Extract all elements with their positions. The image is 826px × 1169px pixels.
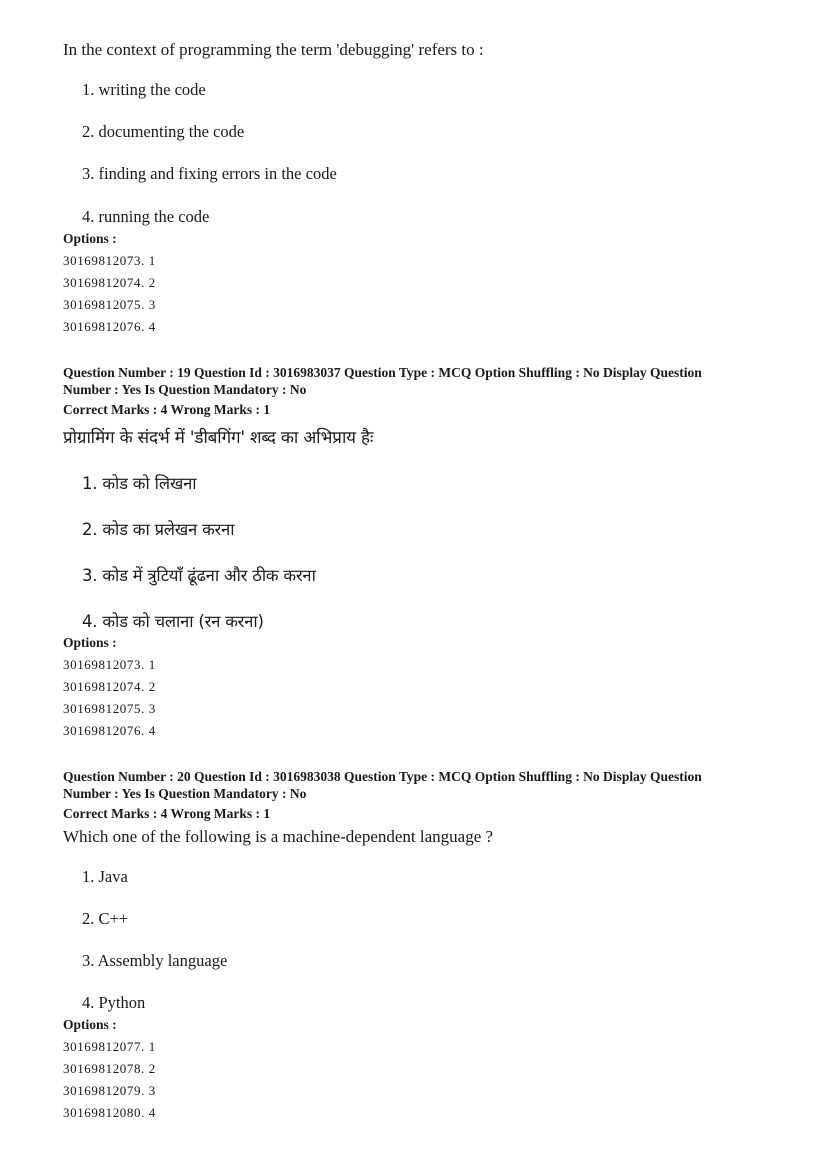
option-id: 30169812073. 1 [63,657,156,672]
option-id: 30169812074. 2 [63,275,156,290]
question-meta-line-2: Number : Yes Is Question Mandatory : No [63,382,307,397]
option-id: 30169812075. 3 [63,297,156,312]
question-meta-line-1: Question Number : 20 Question Id : 3016983038 Question Type : MCQ Option Shuffling : No Display Question [63,769,702,784]
option-id: 30169812075. 3 [63,701,156,716]
options-label: Options : [63,635,117,650]
choice-3: 3. finding and fixing errors in the code [82,164,337,183]
choice-1: 1. कोड को लिखना [82,474,197,493]
option-id: 30169812076. 4 [63,723,156,738]
option-id: 30169812076. 4 [63,319,156,334]
question-text: प्रोग्रामिंग के संदर्भ में 'डीबगिंग' शब्द का अभिप्राय हैः [63,428,374,448]
choice-1: 1. writing the code [82,80,206,99]
question-text: In the context of programming the term 'debugging' refers to : [63,40,484,59]
choice-1: 1. Java [82,867,128,886]
option-id: 30169812074. 2 [63,679,156,694]
choice-2: 2. C++ [82,909,129,928]
choice-3: 3. कोड में त्रुटियाँ ढूंढना और ठीक करना [82,566,316,585]
question-text: Which one of the following is a machine-dependent language ? [63,827,494,846]
choice-3: 3. Assembly language [82,951,228,970]
choice-4: 4. running the code [82,207,210,226]
choice-4: 4. Python [82,993,146,1012]
question-meta-line-1: Question Number : 19 Question Id : 3016983037 Question Type : MCQ Option Shuffling : No Display Question [63,365,702,380]
choice-4: 4. कोड को चलाना (रन करना) [82,612,264,631]
option-id: 30169812077. 1 [63,1039,156,1054]
choice-2: 2. कोड का प्रलेखन करना [82,520,235,539]
option-id: 30169812080. 4 [63,1105,156,1120]
choice-2: 2. documenting the code [82,122,245,141]
option-id: 30169812073. 1 [63,253,156,268]
marks-line: Correct Marks : 4 Wrong Marks : 1 [63,806,271,821]
question-meta-line-2: Number : Yes Is Question Mandatory : No [63,786,307,801]
option-id: 30169812078. 2 [63,1061,156,1076]
options-label: Options : [63,1017,117,1032]
marks-line: Correct Marks : 4 Wrong Marks : 1 [63,402,271,417]
options-label: Options : [63,231,117,246]
option-id: 30169812079. 3 [63,1083,156,1098]
